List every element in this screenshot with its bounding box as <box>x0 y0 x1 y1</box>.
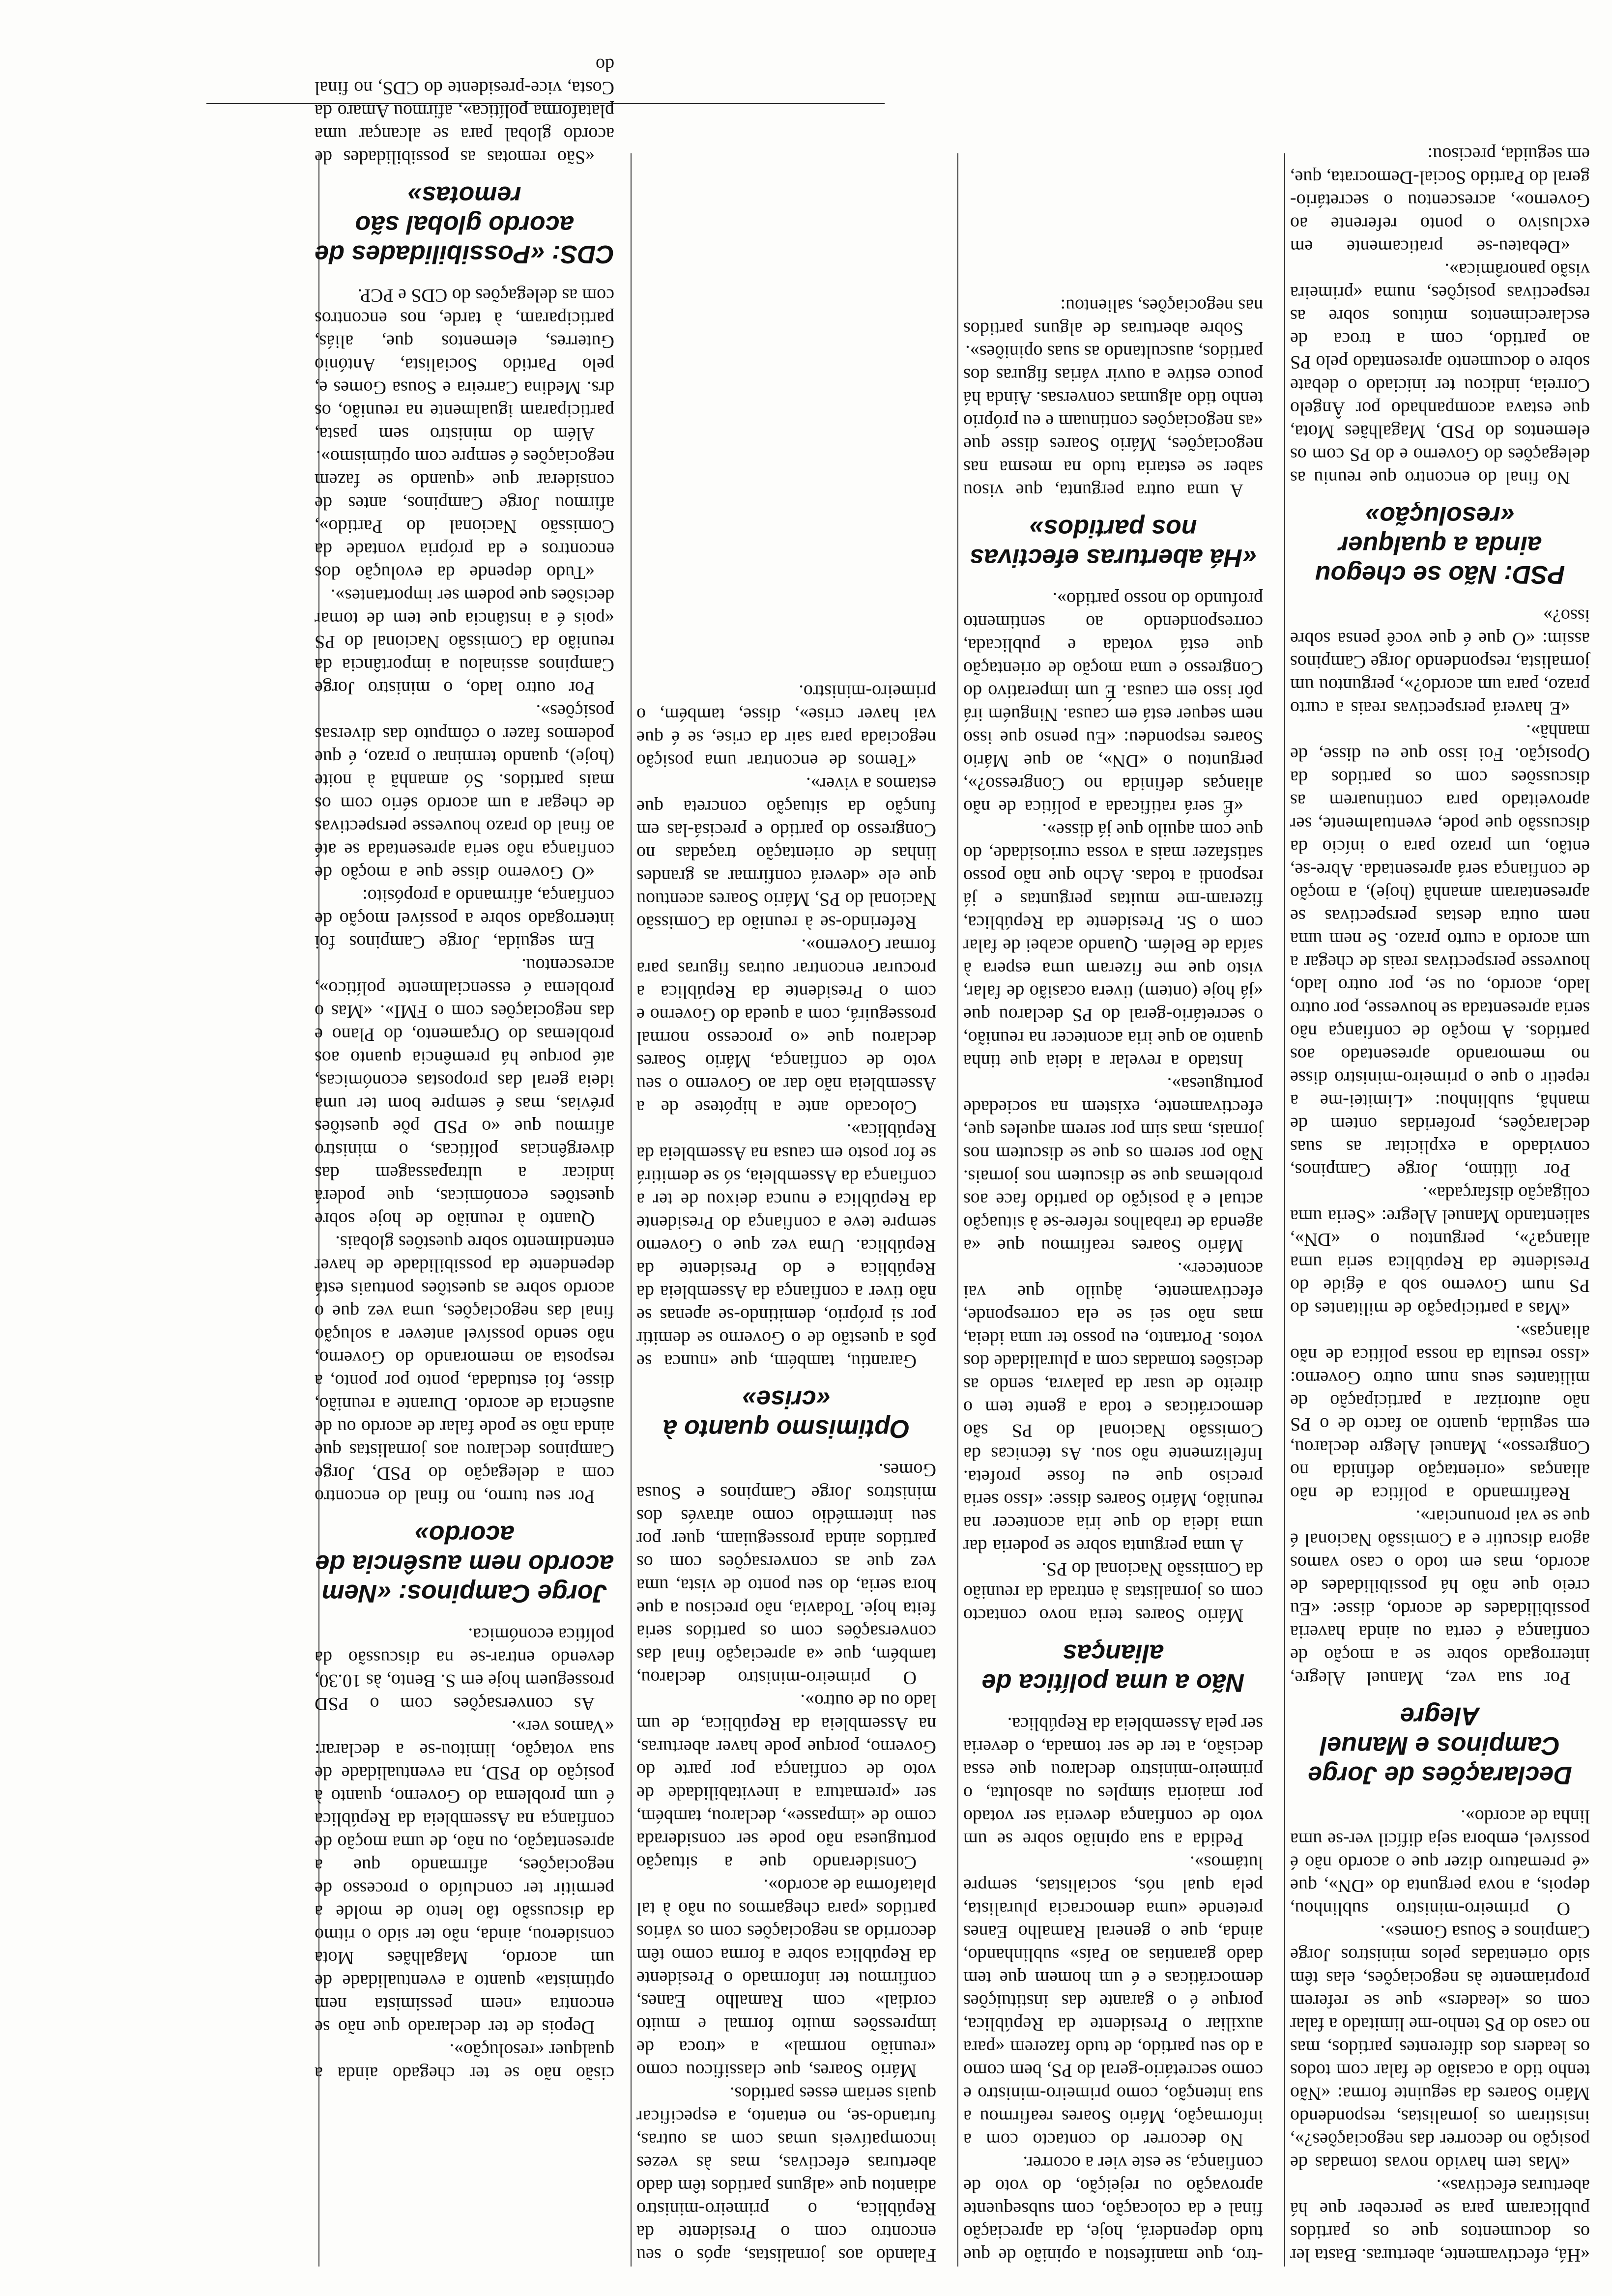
paragraph: Mário Soares, que classificou como «reunião normal» a «troca de impressões muito formal e muito cordial» com Ramalho Eanes, confirmou ter informado o Presidente da República sobre a forma como têm decorrido as negociações com os vários partidos «para chegarmos ou não à tal plataforma de acordo». <box>636 1875 936 2081</box>
section-heading: Optimismo quanto à «crise» <box>662 1385 910 1443</box>
paragraph: «Há, efectivamente, aberturas. Basta ler os documentos que os partidos publicaram para se perceber que há aberturas efectivas». <box>1290 2176 1590 2266</box>
paragraph: Depois de ter declarado que não se encontra «nem pessimista nem optimista» quanto a eventualidade de um acordo, Magalhães Mota considerou, ainda, não ter sido o ritmo da discussão tão lento de molde a permitir ter concluído o processo de negociações, afirmando que a apresentação, ou não, de uma moção de confiança na Assembleia da República é um problema do Governo, quanto à posição do PSD, na eventualidade de sua votação, limitou-se a declarar: «Vamos ver». <box>315 1717 614 2038</box>
paragraph: «E haverá perspectivas reais a curto prazo, para um acordo?», perguntou um jornalista, respondendo Jorge Campinos assim: «O que é que você pensa sobre isso?» <box>1290 605 1590 718</box>
paragraph: Em seguida, Jorge Campinos foi interrogado sobre a possível moção de confiança, afirmando a propósito: <box>315 886 614 952</box>
paragraph: «Temos de encontrar uma posição negociada para sair da crise, se é que vai haver crise», disse, também, o primeiro-ministro. <box>636 681 936 771</box>
section-heading: Declarações de Jorge Campinos e Manuel Alegre <box>1308 1702 1572 1789</box>
paragraph: «O Governo disse que a moção de confiança não seria apresentada se até ao final do prazo houvesse perspectivas de chegar a um acordo sério com os mais partidos. Só amanhã à noite (hoje), quando terminar o prazo, é que podemos fazer o cômputo das diversas posições». <box>315 701 614 883</box>
column-divider <box>957 153 958 2267</box>
paragraph: Por seu turno, no final do encontro com a delegação do PSD, Jorge Campinos declarou aos jornalistas que ainda não se pode falar de acordo ou de ausência de acordo. Durante a reunião, disse, foi estudada, ponto por ponto, a resposta ao memorando do Governo, não sendo possível antever a solução final das negociações, uma vez que o acordo sobre as questões pontuais está dependente da possibilidade de haver entendimento sobre questões globais. <box>315 1232 614 1507</box>
section-heading: CDS: «Possibilidades de acordo global são remotas» <box>315 181 614 268</box>
article-column-3 <box>636 680 936 2267</box>
paragraph: Garantiu, também, que «nunca se pôs a questão de o Governo se demitir por si próprio, demitindo-se apenas se não tiver a confiança da Assembleia da República e do Presidente da República. Uma vez que o Governo sempre teve a confiança do Presidente da República e nunca deixou de ter a confiança da Assembleia, só se demitirá se for posto em causa na Assembleia da República». <box>636 1120 936 1372</box>
paragraph: Por sua vez, Manuel Alegre, interrogado sobre se a moção de confiança é certa ou ainda haveria possibilidades de acordo, disse: «Eu creio que não há possibilidades de acordo, mas em todo o caso vamos agora discutir e a Comissão Nacional é que se vai pronunciar». <box>1290 1506 1590 1689</box>
paragraph: No final do encontro que reuniu as delegações do Governo e do PS com os elementos do PSD, Magalhães Mota, que estava acompanhado por Ângelo Correia, indicou ter iniciado o debate sobre o documento apresentado pelo PS ao partido, com a troca de esclarecimentos mútuos sobre as respectivas posições, numa «primeira visão panorâmica». <box>1290 259 1590 488</box>
paragraph: «Debateu-se praticamente em exclusivo o ponto referente ao Governo», acrescentou o secretário-geral do Partido Social-Democrata, que, em seguida, precisou: <box>1290 144 1590 257</box>
paragraph: «É será ratificada a política de não alianças definida no Congresso?», perguntou o «DN», ao que Mário Soares respondeu: «Eu penso que isso nem sequer está em causa. Ninguém irá pôr isso em causa. É um imperativo do Congresso e uma moção de orientação que está votada e publicada, correspondendo ao sentimento profundo do nosso partido». <box>963 589 1263 817</box>
paragraph: Falando aos jornalistas, após o seu encontro com o Presidente da República, o primeiro-ministro adiantou que «alguns partidos têm dado aberturas efectivas, mas às vezes incompatíveis umas com as outras, furtando-se, no entanto, a especificar quais seriam esses partidos. <box>636 2083 936 2266</box>
article-column-4 <box>315 53 614 2085</box>
paragraph: Além do ministro sem pasta, participaram igualmente na reunião, os drs. Medina Carreira e Sousa Gomes e, pelo Partido Socialista, António Guterres, elementos que, aliás, participaram, à tarde, nos encontros com as delegações do CDS e PCP. <box>315 285 614 444</box>
section-heading: Jorge Campinos: «Nem acordo nem ausência de acordo» <box>315 1520 614 1607</box>
paragraph: Referindo-se à reunião da Comissão Nacional do PS, Mário Soares acentuou que ele «deverá confirmar as grandes linhas de orientação traçadas no Congresso do partido e precisá-las em função da situação concreta que estamos a viver». <box>636 774 936 933</box>
paragraph: «Tudo depende da evolução dos encontros e da própria vontade da Comissão Nacional do Partido», afirmou Jorge Campinos, antes de considerar que «quando se fazem negociações é sempre com optimismo». <box>315 447 614 583</box>
paragraph: «Mas tem havido novas tomadas de posição no decorrer das negociações?», insistiram os jornalistas, respondendo Mário Soares da seguinte forma: «Não tenho tido a ocasião de falar com todos os leaders dos diferentes partidos, mas no caso do PS tenho-me limitado a falar com os «leaders» que se referem propriamente às negociações, elas têm sido orientadas pelos ministros Jorge Campinos e Sousa Gomes». <box>1290 1922 1590 2173</box>
section-heading: PSD: Não se chegou ainda a qualquer «resolução» <box>1315 501 1565 589</box>
paragraph: cisão não se ter chegado ainda a qualquer «resolução». <box>315 2040 614 2084</box>
paragraph: O primeiro-ministro declarou, também, que «a apreciação final das conversações com os partidos seria feita hoje. Todavia, não precisou a que hora seria, do seu ponto de vista, uma vez que as conversações com os partidos ainda prosseguiam, quer por seu intermédio como através dos ministros Jorge Campinos e Sousa Gomes. <box>636 1460 936 1688</box>
column-divider <box>1284 153 1285 2267</box>
article-column-2 <box>963 294 1263 2267</box>
paragraph: Quanto à reunião de hoje sobre questões económicas, que poderá indicar a ultrapassagem das divergências políticas, o ministro afirmou que «o PSD põe questões prévias, mas é sempre bom ter uma ideia geral das propostas económicas, até porque há premência quanto aos problemas do Orçamento, do Plano e das negociações com o FMI». «Mas o problema é essencialmente político», acrescentou. <box>315 955 614 1230</box>
paragraph: -tro, que manifestou a opinião de que tudo dependerá, hoje, da apreciação final e da colocação, com subsequente aprovação ou rejeição, do voto de confiança, se este vier a ocorrer. <box>963 2152 1263 2266</box>
paragraph: «São remotas as possibilidades de acordo global para se alcançar uma plataforma política», afirmou Amaro da Costa, vice-presidente do CDS, no final do <box>315 55 614 168</box>
paragraph: «Mas a participação de militantes do PS num Governo sob a égide do Presidente da República seria uma aliança?», perguntou o «DN», salientando Manuel Alegre: «Seria uma coligação disfarçada». <box>1290 1183 1590 1319</box>
paragraph: A uma outra pergunta, que visou saber se estaria tudo na mesma nas negociações, Mário Soares disse que «as negociações continuam e eu próprio tenho tido algumas conversas. Ainda há pouco estive a ouvir várias figuras dos partidos, auscultando as suas opiniões». <box>963 342 1263 501</box>
paragraph: A uma pergunta sobre se poderia dar uma ideia do que iria acontecer na reunião, Mário Soares disse: «Isso seria preciso que eu fosse profeta. Infelizmente não sou. As técnicas da Comissão Nacional do PS são democráticas e toda a gente tem o direito de usar da palavra, sendo as decisões tomadas com a pluralidade dos votos. Portanto, eu posso ter uma ideia, mas não sei se ela corresponde, efectivamente, àquilo que vai acontecer». <box>963 1259 1263 1556</box>
paragraph: As conversações com o PSD prosseguem hoje em S. Bento, às 10.30, devendo entrar-se na discussão da política económica. <box>315 1624 614 1714</box>
paragraph: Reafirmando a política de não alianças «orientação definida no Congresso», Manuel Alegre declarou, em seguida, quanto ao facto de o PS não autorizar a participação de militantes seus num outro Governo: «Isso resulta da nossa política de não alianças». <box>1290 1321 1590 1504</box>
paragraph: Pedida a sua opinião sobre se um voto de confiança deveria ser votado por maioria simples ou absoluta, o primeiro-ministro declarou que essa decisão, a ter de ser tomada, o deveria ser pela Assembleia da República. <box>963 1714 1263 1850</box>
section-heading: Não a uma política de alianças <box>981 1639 1245 1697</box>
paragraph: Por outro lado, o ministro Jorge Campinos assinalou a importância da reunião da Comissão Nacional do PS «pois é a instância que tem de tomar decisões que podem ser importantes». <box>315 585 614 698</box>
column-divider <box>631 153 632 2267</box>
paragraph: Colocado ante a hipótese de a Assembleia não dar ao Governo o seu voto de confiança, Mário Soares declarou que «o processo normal prosseguirá, com a queda do Governo e com o Presidente da República a procurar encontrar outras figuras para formar Governo». <box>636 935 936 1118</box>
paragraph: Instado a revelar a ideia que tinha quanto ao que iria acontecer na reunião, o secretário-geral do PS declarou que «já hoje (ontem) tivera ocasião de falar, visto que me fizeram uma espera à saída de Belém. Quando acabei de falar com o Sr. Presidente da República, fizeram-me muitas perguntas e já respondi a todas. Acho que não posso satisfazer mais a vossa curiosidade, do que com aquilo que já disse». <box>963 820 1263 1071</box>
section-heading: «Há aberturas efectivas nos partidos» <box>970 514 1257 572</box>
paragraph: No decorrer do contacto com a informação, Mário Soares reafirmou a sua intenção, como primeiro-ministro e como secretário-geral do PS, bem como a do seu partido, de tudo fazerem «para auxiliar o Presidente da República, porque é o garante das instituições democráticas e é um homem que tem dado garantias ao País» sublinhando, ainda, que o general Ramalho Eanes pretende «uma democracia pluralista, pela qual nós, socialistas, sempre lutámos». <box>963 1852 1263 2150</box>
paragraph: O primeiro-ministro sublinhou, depois, a nova pergunta do «DN», que «é prematuro dizer que o acordo não é possível, embora seja difícil ver-se uma linha de acordo». <box>1290 1806 1590 1919</box>
paragraph: Por último, Jorge Campinos, convidado a explicitar as suas declarações, proferidas ontem de manhã, sublinhou: «Limitei-me a repetir o que o primeiro-ministro disse no memorando apresentado aos partidos. A moção de confiança não seria apresentada se houvesse, por outro lado, acordo, ou se, por outro lado, houvesse perspectivas reais de chegar a um acordo a curto prazo. Se nem uma nem outra destas perspectivas se apresentaram amanhã (hoje), a moção de confiança será apresentada. Abre-se, então, um prazo para o início da discussão que pode, eventualmente, ser aproveitado para continuarem as discussões com os partidos da Oposição. Foi isso que eu disse, de manhã». <box>1290 721 1590 1180</box>
paragraph: Considerando que a situação portuguesa não pode ser considerada como de «impasse», declarou, também, ser «prematura a inevitabilidade de voto de confiança por parte do Governo, porque pode haver aberturas, na Assembleia da República, de um lado ou de outro». <box>636 1691 936 1873</box>
paragraph: Mário Soares teria novo contacto com os jornalistas à entrada da reunião da Comissão Nacional do PS. <box>963 1559 1263 1626</box>
article-column-1 <box>1290 143 1590 2267</box>
paragraph: Mário Soares reafirmou que «a agenda de trabalhos refere-se à situação actual e à posição do partido face aos problemas que se discutem nos jornais. Não por serem os que se discutem nos jornais, mas sim por serem aqueles que, efectivamente, existem na sociedade portuguesa». <box>963 1074 1263 1256</box>
paragraph: Sobre aberturas de alguns partidos nas negociações, salientou: <box>963 295 1263 339</box>
